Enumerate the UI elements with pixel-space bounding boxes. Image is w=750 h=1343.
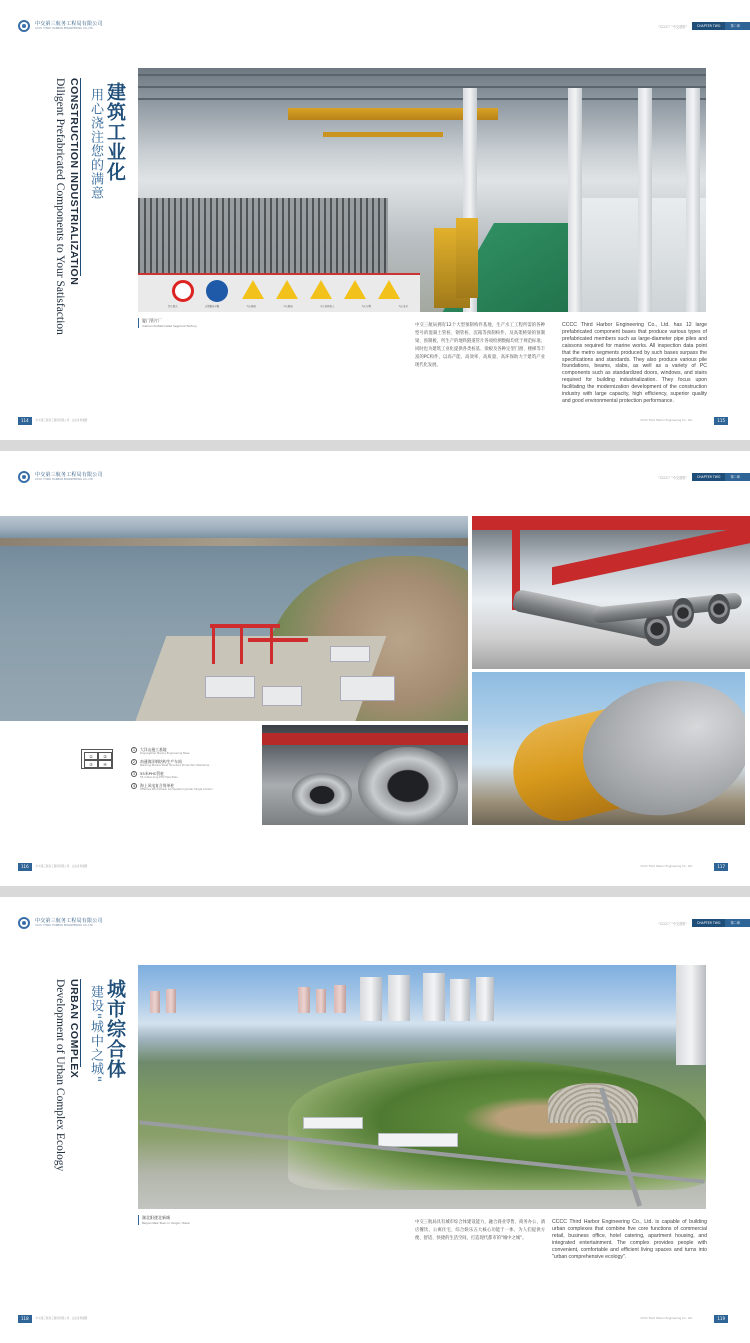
- page-number: 119: [714, 1315, 728, 1323]
- hoist-warning-icon: [378, 280, 400, 299]
- beixin-town-photo: [138, 965, 706, 1209]
- company-name-cn: 中交第三航务工程局有限公司: [35, 21, 103, 27]
- page-number: 114: [18, 417, 32, 425]
- chapter-slogan: "CCCC" "中交建筑": [658, 921, 687, 926]
- footer-text: 中交第三航务工程局有限公司 · 企业宣传画册: [35, 419, 88, 423]
- legend-item: 2 南通海洋钢结构生产车间 Nantong Marine Steel Structure Production Workshop: [132, 759, 210, 767]
- machine-warning-icon: [344, 280, 366, 299]
- electric-warning-icon: [276, 280, 298, 299]
- cccc-logo-icon: [18, 917, 30, 929]
- caption-en: Xiamen Prefabricated Segment Factory: [142, 324, 197, 328]
- sign-label: 当心安全: [398, 305, 408, 308]
- legend-item: 1 大洋山施工基地 Dayangshan Marine Engineering Base: [132, 747, 190, 755]
- chapter-tab: [658, 22, 750, 30]
- company-logo: [18, 20, 103, 32]
- legend-item: 4 海上风电复合筒单柱 Offshore Wind Power Composite Cylinder Single Column: [132, 783, 213, 791]
- company-name-cn: 中交第三航务工程局有限公司: [35, 918, 103, 924]
- sign-label: 当心触电: [246, 305, 256, 308]
- section-subtitle-cn: 建设"城中之城": [88, 985, 103, 1083]
- title-rule: [80, 979, 81, 1067]
- chapter-label-cn: 第二章: [725, 919, 750, 927]
- photo-caption: [138, 318, 197, 328]
- footer-right: [636, 1315, 728, 1323]
- footer-text: CCCC Third Harbor Engineering Co., Ltd.: [640, 419, 693, 423]
- chapter-tab: [658, 919, 750, 927]
- xiamen-factory-photo: [138, 68, 706, 312]
- sign-label: 当心触电: [283, 305, 293, 308]
- chapter-label-en: CHAPTER TWO: [692, 22, 726, 30]
- section-subtitle-en: Development of Urban Complex Ecology: [54, 979, 66, 1172]
- company-logo: [18, 471, 103, 483]
- photo-legend: [131, 747, 213, 795]
- spread-construction-industrialization: [0, 0, 750, 440]
- caption-cn: 厦门管片厂: [142, 318, 162, 323]
- footer-text: 中交第三航务工程局有限公司 · 企业宣传画册: [35, 1317, 88, 1321]
- spread-urban-complex: [0, 897, 750, 1343]
- footer-left: [18, 417, 110, 425]
- sign-label: 必须戴安全帽: [204, 305, 220, 308]
- amphitheater: [548, 1083, 638, 1123]
- section-title-cn: 城市综合体: [104, 979, 126, 1079]
- caption-en: Beiyan New Town in Yangxi, Hubei: [142, 1221, 190, 1225]
- warning-sign-icon: [242, 280, 264, 299]
- footer-right: [636, 863, 728, 871]
- footer-text: 中交第三航务工程局有限公司 · 企业宣传画册: [35, 865, 88, 869]
- body-text-en: CCCC Third Harbor Engineering Co., Ltd. has 12 large prefabricated component bases that produce various types of prefabricated members such as large-diameter pipe piles and caissons required for marine works. All inspection data point that the metro segments produced by such bases surpass the specifications and standards. They also produce various pile foundations, beams, slabs, as well as a variety of PC components such as standardized doors, windows, and stairs required for building industrialization. They focus upon facilitating the modernization development of the construction industry with large capacity, high efficiency, superior quality and good environmental protection performance.: [562, 322, 707, 404]
- rebar-cages: [138, 198, 388, 273]
- legend-item: 3 55米PHC管桩 55-meter-long PHC Pipe Piles: [132, 771, 178, 779]
- title-rule: [80, 78, 81, 276]
- company-name-en: CCCC THIRD HARBOR ENGINEERING CO.,LTD: [35, 27, 93, 30]
- cccc-logo-icon: [18, 20, 30, 32]
- company-name-en: CCCC THIRD HARBOR ENGINEERING CO.,LTD: [35, 924, 93, 927]
- offshore-wind-cylinder-photo: [472, 672, 745, 825]
- section-title-en: CONSTRUCTION INDUSTRIALIZATION: [68, 78, 80, 286]
- footer-right: [636, 417, 728, 425]
- body-text-cn: 中交三航局拥有12个大型预制构件基地，生产水工工程所需的各种型号的混凝土管桩、钢管桩、沉箱等预制构件，及高架桥梁的预制梁、预制板，所生产的地铁隧道管片各项检测数据均优于规范标准；同时也为建筑工业化提供各类桩基、梁板及各种定型门窗、楼梯等丰富的PC构件，以高产能、高效率、高质量、高环保助力于建筑产业现代化发展。: [415, 323, 545, 368]
- chapter-label-cn: 第二章: [725, 22, 750, 30]
- section-subtitle-cn: 用心浇注您的满意: [88, 88, 103, 200]
- sign-label: 当心吊物: [361, 305, 372, 308]
- footer-left: [18, 863, 110, 871]
- photo-caption: [138, 1215, 190, 1225]
- chapter-label-en: CHAPTER TWO: [692, 919, 726, 927]
- footer-left: [18, 1315, 110, 1323]
- sign-label: 禁止烟火: [168, 305, 178, 308]
- body-text-en: CCCC Third Harbor Engineering Co., Ltd. is capable of building urban complexes that combine five core functions of commercial retail, business office, hotel catering, apartment housing, and integrated entertainment. The complex provides people with convenient, comfortable and efficient living spaces and turns into "urban comprehensive ecology".: [552, 1219, 707, 1260]
- no-fire-sign-icon: [172, 280, 194, 302]
- section-title-en: URBAN COMPLEX: [68, 979, 80, 1079]
- layout-legend-icon: ① ② ③ ④: [81, 749, 113, 769]
- page-number: 116: [18, 863, 32, 871]
- footer-text: CCCC Third Harbor Engineering Co., Ltd.: [640, 1317, 693, 1321]
- company-name-cn: 中交第三航务工程局有限公司: [35, 472, 103, 478]
- page-number: 118: [18, 1315, 32, 1323]
- chapter-slogan: "CCCC" "中交建筑": [658, 24, 687, 29]
- company-name-en: CCCC THIRD HARBOR ENGINEERING CO.,LTD: [35, 478, 93, 481]
- page-number: 115: [714, 417, 728, 425]
- nantong-steel-workshop-photo: [262, 725, 468, 825]
- sign-label: 当心机械伤人: [320, 305, 335, 308]
- phc-pipe-pile-photo: [472, 516, 750, 669]
- caption-cn: 湖北阳逻北新城: [142, 1215, 170, 1220]
- footer-text: CCCC Third Harbor Engineering Co., Ltd.: [640, 865, 693, 869]
- dayangshan-base-photo: [0, 516, 468, 721]
- company-logo: [18, 917, 103, 929]
- section-subtitle-en: Diligent Prefabricated Components to Your Satisfaction: [54, 78, 66, 335]
- cccc-logo-icon: [18, 471, 30, 483]
- body-text-cn: 中交三航局具有城市综合体建设能力，融合商业零售、商务办公、酒店餐饮、公寓住宅、综合娱乐五大核心功能于一体，为人们提供方便、舒适、快捷的生活空间，打造现代都市的"城中之城"。: [415, 1220, 545, 1241]
- electric-warning-icon: [310, 280, 332, 299]
- page-number: 117: [714, 863, 728, 871]
- helmet-sign-icon: [206, 280, 228, 302]
- chapter-slogan: "CCCC" "中交建筑": [658, 475, 687, 480]
- section-title-cn: 建筑工业化: [104, 82, 126, 182]
- spread-bases-gallery: [0, 451, 750, 886]
- chapter-label-en: CHAPTER TWO: [692, 473, 726, 481]
- chapter-tab: [658, 473, 750, 481]
- chapter-label-cn: 第二章: [725, 473, 750, 481]
